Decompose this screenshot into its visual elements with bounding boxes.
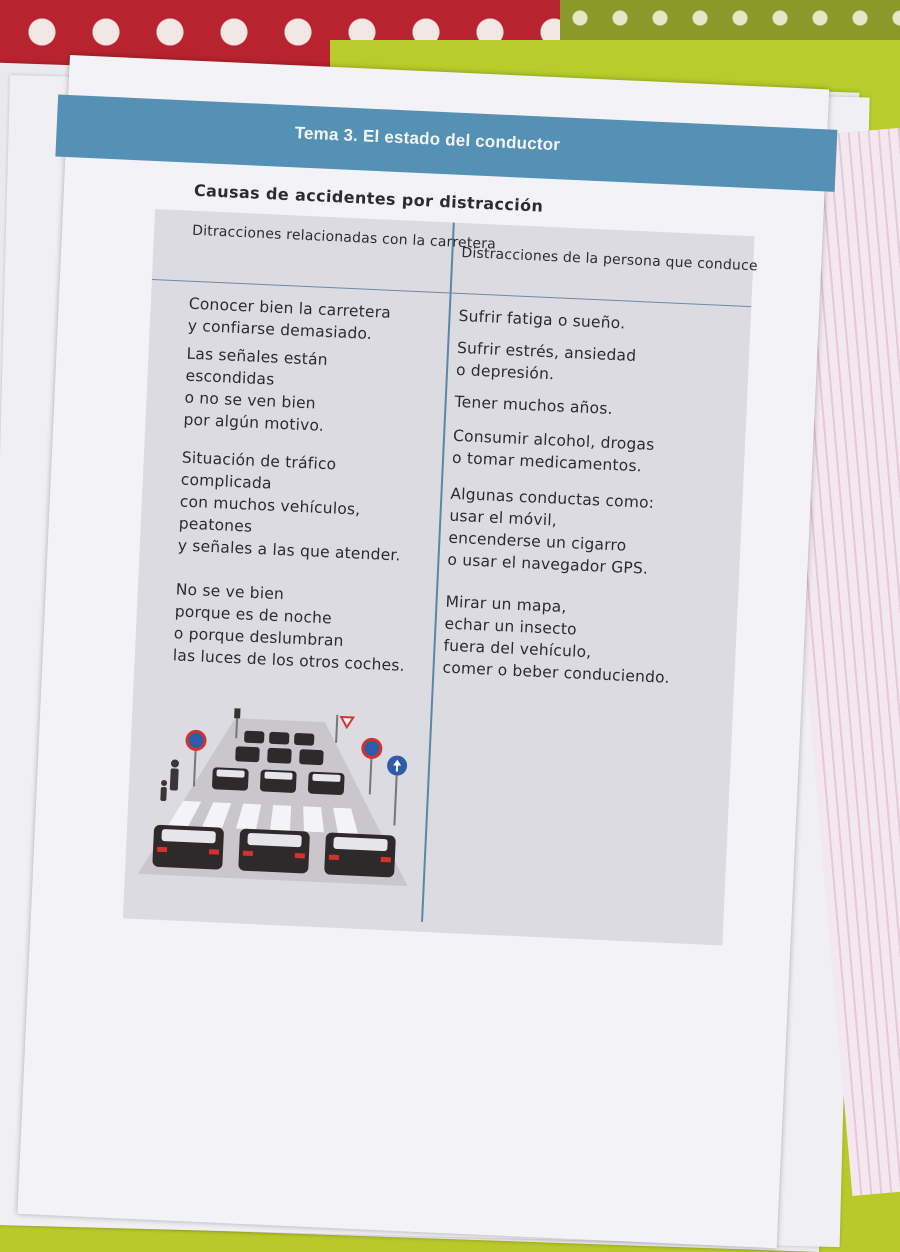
cell-line: porque es de noche: [174, 602, 333, 628]
cell-line: las luces de los otros coches.: [172, 646, 406, 675]
cell-line: o no se ven bien: [184, 388, 317, 413]
document-page: [17, 55, 829, 1248]
column-header-line: Ditracciones relacionadas: [191, 222, 378, 248]
column-header-line: Distracciones de la persona: [461, 244, 662, 271]
left-cell-4: [172, 578, 408, 676]
cell-line: Sufrir estrés, ansiedad: [456, 338, 637, 365]
right-cell-5: [447, 483, 655, 580]
cell-line: usar el móvil,: [449, 506, 558, 530]
cell-line: Situación de tráfico: [181, 448, 337, 474]
cell-line: o usar el navegador GPS.: [447, 550, 649, 578]
cell-line: peatones: [178, 514, 253, 536]
left-cell-1: [187, 293, 391, 346]
cell-line: fuera del vehículo,: [443, 636, 592, 662]
left-cell-2: [183, 343, 328, 437]
left-cell-3: [177, 446, 405, 566]
page-header-title: Tema 3. El estado del conductor: [294, 123, 561, 155]
cell-line: Las señales están: [186, 344, 329, 369]
cell-line: y confiarse demasiado.: [187, 316, 373, 343]
cell-line: encenderse un cigarro: [448, 528, 627, 555]
right-cell-4: [452, 425, 655, 478]
cell-line: echar un insecto: [444, 614, 578, 639]
cell-line: o porque deslumbran: [173, 624, 345, 651]
column-header-line: que conduce: [665, 254, 759, 275]
cell-line: Consumir alcohol, drogas: [452, 426, 655, 454]
cell-line: Conocer bien la carretera: [188, 294, 392, 322]
cell-line: Algunas conductas como:: [450, 484, 655, 512]
cell-line: escondidas: [185, 366, 275, 389]
cell-line: o tomar medicamentos.: [451, 448, 643, 476]
cell-line: No se ve bien: [175, 580, 285, 604]
cell-line: y señales a las que atender.: [177, 536, 402, 565]
right-cell-2: [456, 337, 637, 389]
column-header-line: con la carretera: [381, 231, 497, 253]
right-cell-6: [442, 591, 673, 689]
cell-line: Sufrir fatiga o sueño.: [458, 306, 626, 333]
traffic-crossing-illustration: [138, 704, 415, 886]
section-title: Causas de accidentes por distracción: [193, 180, 544, 216]
cell-line: Mirar un mapa,: [445, 592, 567, 617]
cell-line: por algún motivo.: [183, 410, 325, 435]
cell-line: con muchos vehículos,: [179, 492, 361, 519]
cell-line: o depresión.: [455, 360, 555, 384]
pedestrians: [160, 759, 179, 802]
cell-line: comer o beber conduciendo.: [442, 658, 671, 687]
cell-line: complicada: [180, 470, 273, 493]
cell-line: Tener muchos años.: [454, 392, 614, 418]
